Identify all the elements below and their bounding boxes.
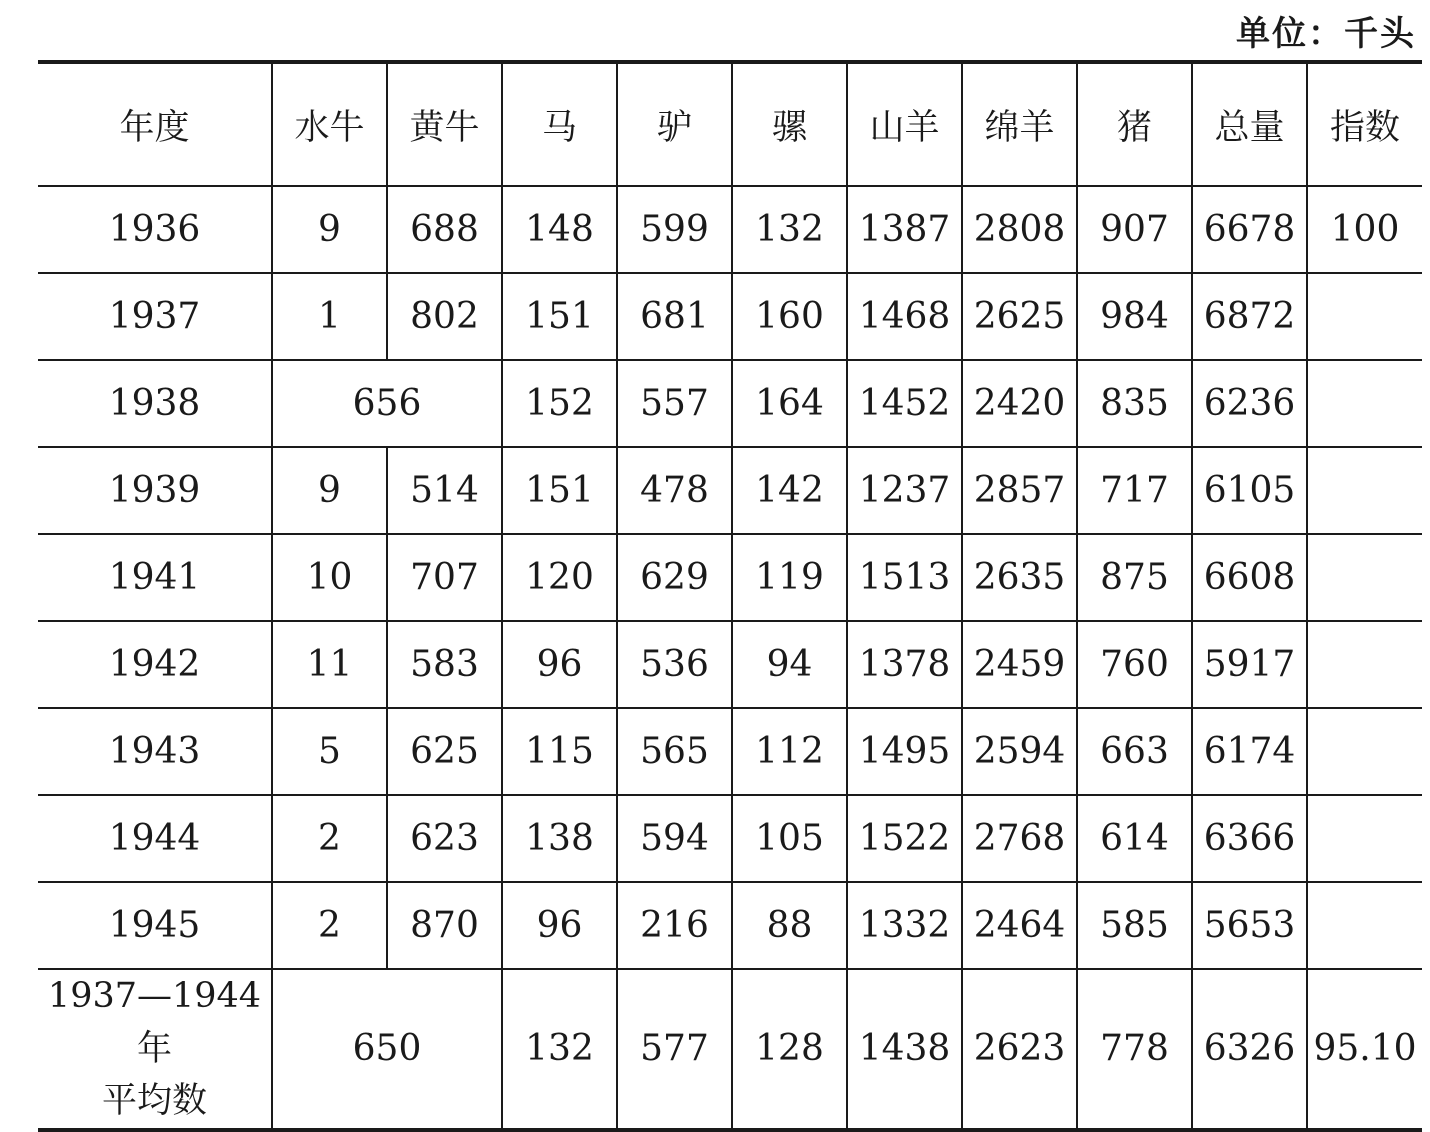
cell-sheep: 2594 [962, 708, 1077, 795]
header-index: 指数 [1307, 62, 1422, 186]
cell-sheep: 2464 [962, 882, 1077, 969]
table-row [38, 621, 1422, 708]
cell-sheep: 2857 [962, 447, 1077, 534]
cell-goat: 1332 [847, 882, 962, 969]
table-row [38, 708, 1422, 795]
cell-total: 6608 [1192, 534, 1307, 621]
cell-pig: 614 [1077, 795, 1192, 882]
cell-pig: 778 [1077, 969, 1192, 1130]
header-buffalo: 水牛 [272, 62, 387, 186]
cell-mule: 128 [732, 969, 847, 1130]
cell-horse: 152 [502, 360, 617, 447]
cell-total: 6326 [1192, 969, 1307, 1130]
cell-donkey: 577 [617, 969, 732, 1130]
average-label-line2: 平均数 [101, 1081, 207, 1121]
cell-goat: 1522 [847, 795, 962, 882]
cell-donkey: 629 [617, 534, 732, 621]
cell-total: 5653 [1192, 882, 1307, 969]
header-pig: 猪 [1077, 62, 1192, 186]
table-row [38, 795, 1422, 882]
cell-index: 95.10 [1307, 969, 1422, 1130]
cell-total: 6105 [1192, 447, 1307, 534]
cell-buffalo: 9 [272, 186, 387, 273]
cell-total: 6366 [1192, 795, 1307, 882]
cell-pig: 907 [1077, 186, 1192, 273]
cell-buffalo: 10 [272, 534, 387, 621]
table-row [38, 360, 1422, 447]
cell-donkey: 557 [617, 360, 732, 447]
cell-goat: 1237 [847, 447, 962, 534]
cell-cattle-combined: 650 [272, 969, 502, 1130]
cell-mule: 88 [732, 882, 847, 969]
cell-cattle: 802 [387, 273, 502, 360]
cell-pig: 835 [1077, 360, 1192, 447]
header-sheep: 绵羊 [962, 62, 1077, 186]
cell-year: 1945 [38, 882, 272, 969]
cell-sheep: 2808 [962, 186, 1077, 273]
cell-sheep: 2420 [962, 360, 1077, 447]
cell-donkey: 536 [617, 621, 732, 708]
cell-horse: 148 [502, 186, 617, 273]
cell-year: 1937 [38, 273, 272, 360]
cell-horse: 96 [502, 621, 617, 708]
cell-year: 1942 [38, 621, 272, 708]
cell-pig: 663 [1077, 708, 1192, 795]
cell-total: 6678 [1192, 186, 1307, 273]
cell-year: 1943 [38, 708, 272, 795]
cell-sheep: 2768 [962, 795, 1077, 882]
cell-mule: 119 [732, 534, 847, 621]
cell-pig: 760 [1077, 621, 1192, 708]
cell-horse: 151 [502, 273, 617, 360]
header-horse: 马 [502, 62, 617, 186]
cell-mule: 164 [732, 360, 847, 447]
cell-buffalo: 2 [272, 795, 387, 882]
cell-total: 6236 [1192, 360, 1307, 447]
cell-donkey: 216 [617, 882, 732, 969]
cell-pig: 875 [1077, 534, 1192, 621]
cell-horse: 132 [502, 969, 617, 1130]
cell-index [1307, 795, 1422, 882]
header-total: 总量 [1192, 62, 1307, 186]
cell-buffalo: 9 [272, 447, 387, 534]
cell-buffalo: 11 [272, 621, 387, 708]
cell-mule: 142 [732, 447, 847, 534]
cell-donkey: 599 [617, 186, 732, 273]
cell-year: 1939 [38, 447, 272, 534]
cell-cattle: 870 [387, 882, 502, 969]
cell-index [1307, 708, 1422, 795]
cell-buffalo: 1 [272, 273, 387, 360]
cell-goat: 1452 [847, 360, 962, 447]
unit-label: 单位：千头 [1236, 14, 1416, 54]
cell-index [1307, 447, 1422, 534]
table-row [38, 186, 1422, 273]
cell-goat: 1378 [847, 621, 962, 708]
cell-horse: 138 [502, 795, 617, 882]
cell-mule: 132 [732, 186, 847, 273]
cell-cattle: 623 [387, 795, 502, 882]
cell-mule: 112 [732, 708, 847, 795]
cell-index: 100 [1307, 186, 1422, 273]
header-cattle: 黄牛 [387, 62, 502, 186]
cell-cattle: 707 [387, 534, 502, 621]
cell-donkey: 565 [617, 708, 732, 795]
cell-index [1307, 360, 1422, 447]
table-row [38, 273, 1422, 360]
cell-horse: 115 [502, 708, 617, 795]
cell-cattle-combined: 656 [272, 360, 502, 447]
average-label-line1: 1937—1944年 [47, 976, 262, 1069]
cell-donkey: 478 [617, 447, 732, 534]
cell-buffalo: 2 [272, 882, 387, 969]
cell-horse: 151 [502, 447, 617, 534]
table-row [38, 447, 1422, 534]
header-row [38, 62, 1422, 186]
cell-pig: 585 [1077, 882, 1192, 969]
cell-cattle: 514 [387, 447, 502, 534]
cell-cattle: 688 [387, 186, 502, 273]
cell-goat: 1495 [847, 708, 962, 795]
cell-index [1307, 534, 1422, 621]
cell-index [1307, 273, 1422, 360]
cell-index [1307, 882, 1422, 969]
cell-mule: 94 [732, 621, 847, 708]
cell-sheep: 2459 [962, 621, 1077, 708]
cell-year: 1941 [38, 534, 272, 621]
header-mule: 骡 [732, 62, 847, 186]
cell-goat: 1438 [847, 969, 962, 1130]
table-row [38, 534, 1422, 621]
cell-total: 6174 [1192, 708, 1307, 795]
cell-goat: 1513 [847, 534, 962, 621]
cell-goat: 1387 [847, 186, 962, 273]
cell-total: 5917 [1192, 621, 1307, 708]
header-year: 年度 [38, 62, 272, 186]
cell-year: 1938 [38, 360, 272, 447]
cell-pig: 717 [1077, 447, 1192, 534]
livestock-table [38, 60, 1422, 1132]
cell-goat: 1468 [847, 273, 962, 360]
cell-cattle: 583 [387, 621, 502, 708]
cell-total: 6872 [1192, 273, 1307, 360]
cell-cattle: 625 [387, 708, 502, 795]
table-row [38, 882, 1422, 969]
cell-horse: 120 [502, 534, 617, 621]
cell-sheep: 2635 [962, 534, 1077, 621]
cell-year: 1944 [38, 795, 272, 882]
cell-horse: 96 [502, 882, 617, 969]
cell-index [1307, 621, 1422, 708]
cell-sheep: 2623 [962, 969, 1077, 1130]
header-donkey: 驴 [617, 62, 732, 186]
cell-donkey: 594 [617, 795, 732, 882]
cell-buffalo: 5 [272, 708, 387, 795]
cell-pig: 984 [1077, 273, 1192, 360]
cell-mule: 160 [732, 273, 847, 360]
cell-mule: 105 [732, 795, 847, 882]
average-row [38, 969, 1422, 1130]
cell-sheep: 2625 [962, 273, 1077, 360]
average-label [38, 969, 272, 1130]
header-goat: 山羊 [847, 62, 962, 186]
cell-donkey: 681 [617, 273, 732, 360]
cell-year: 1936 [38, 186, 272, 273]
